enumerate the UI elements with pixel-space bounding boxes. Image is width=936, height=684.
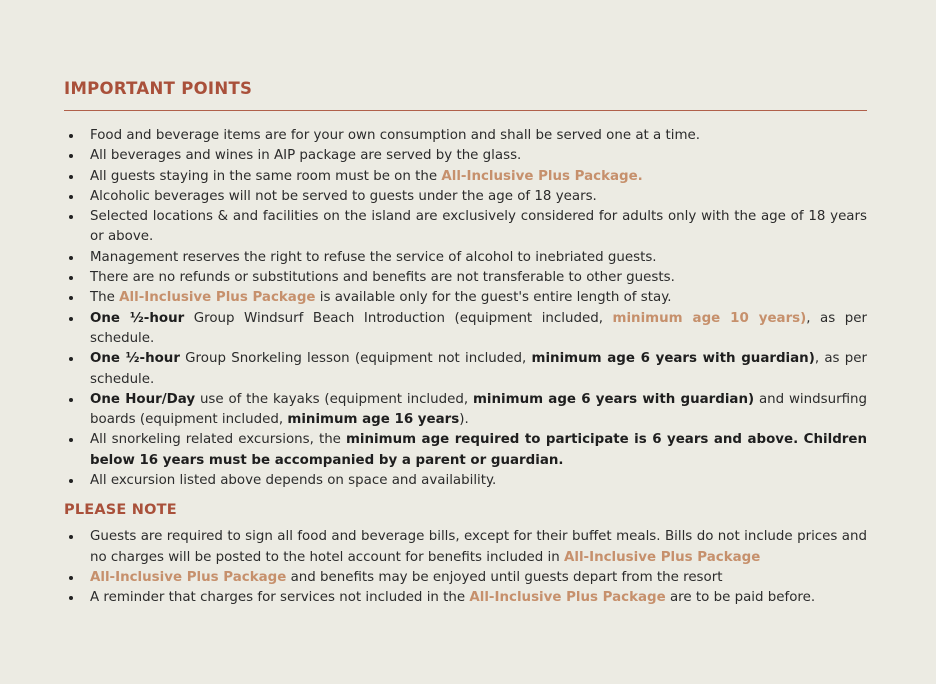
item-text: , as per schedule. (90, 351, 867, 387)
item-text: Group Snorkeling lesson (equipment not included, (179, 351, 532, 367)
list-item (64, 288, 867, 308)
document-page (64, 78, 867, 609)
item-text: All snorkeling related excursions, the (90, 432, 346, 448)
list-item (64, 187, 867, 207)
item-bold-text: minimum age required to participate is 6 years and above. Children below 16 years must be accompanied by a parent or guardian. (90, 432, 867, 468)
item-text: is available only for the guest's entire length of stay. (315, 290, 672, 306)
item-text: There are no refunds or substitutions and benefits are not transferable to other guests. (90, 270, 675, 286)
item-text: The (90, 290, 120, 306)
item-text: Selected locations & and facilities on the island are exclusively considered for adults only with the age of 18 years or above. (90, 209, 867, 245)
package-highlight: All-Inclusive Plus Package (90, 569, 287, 585)
list-item (64, 167, 867, 187)
list-item (64, 126, 867, 146)
item-bold-text: minimum age 6 years with guardian) (531, 351, 815, 367)
list-item (64, 248, 867, 268)
item-bold-text: One ½-hour (90, 351, 180, 367)
item-text: and windsurfing boards (equipment included, (90, 391, 867, 428)
item-text: All excursion listed above depends on space and availability. (90, 473, 497, 489)
heading-divider (64, 110, 867, 111)
item-bold-text: One ½-hour (90, 310, 185, 326)
item-text: A reminder that charges for services not included in the (90, 590, 470, 606)
list-item (64, 349, 867, 390)
age-highlight: minimum age 10 years) (612, 310, 807, 326)
item-text: Guests are required to sign all food and beverage bills, except for their buffet meals. Bills do not include prices and no charges will be posted to the hotel account for benefits included in (90, 529, 867, 565)
item-text: are to be paid before. (665, 590, 816, 606)
list-item (64, 588, 867, 608)
item-text: and benefits may be enjoyed until guests depart from the resort (286, 569, 723, 585)
please-note-list (64, 527, 867, 608)
important-points-list (64, 126, 867, 491)
item-text: Group Windsurf Beach Introduction (equipment included, (184, 310, 613, 326)
please-note-heading: PLEASE NOTE (64, 502, 177, 519)
list-item (64, 471, 867, 491)
list-item (64, 527, 867, 568)
package-highlight: All-Inclusive Plus Package (469, 590, 666, 606)
item-text: use of the kayaks (equipment included, (195, 391, 473, 407)
list-item (64, 390, 867, 431)
item-text: All beverages and wines in AIP package are served by the glass. (90, 148, 522, 164)
item-text: Management reserves the right to refuse the service of alcohol to inebriated guests. (90, 249, 657, 265)
important-points-heading: IMPORTANT POINTS (64, 79, 253, 98)
item-bold-text: minimum age 16 years (287, 412, 460, 428)
item-text: Alcoholic beverages will not be served to guests under the age of 18 years. (90, 188, 597, 204)
list-item (64, 268, 867, 288)
item-text: ). (459, 412, 469, 428)
package-highlight: All-Inclusive Plus Package (119, 290, 316, 306)
item-text: All guests staying in the same room must be on the (90, 168, 442, 184)
list-item (64, 146, 867, 166)
item-bold-text: minimum age 6 years with guardian) (472, 391, 755, 407)
item-text: Food and beverage items are for your own consumption and shall be served one at a time. (90, 128, 701, 143)
list-item (64, 207, 867, 248)
package-highlight: All-Inclusive Plus Package. (441, 168, 643, 184)
item-bold-text: One Hour/Day (90, 391, 196, 407)
list-item (64, 309, 867, 350)
package-highlight: All-Inclusive Plus Package (563, 549, 761, 565)
list-item (64, 430, 867, 471)
item-text: , as per schedule. (90, 310, 867, 346)
list-item (64, 568, 867, 588)
